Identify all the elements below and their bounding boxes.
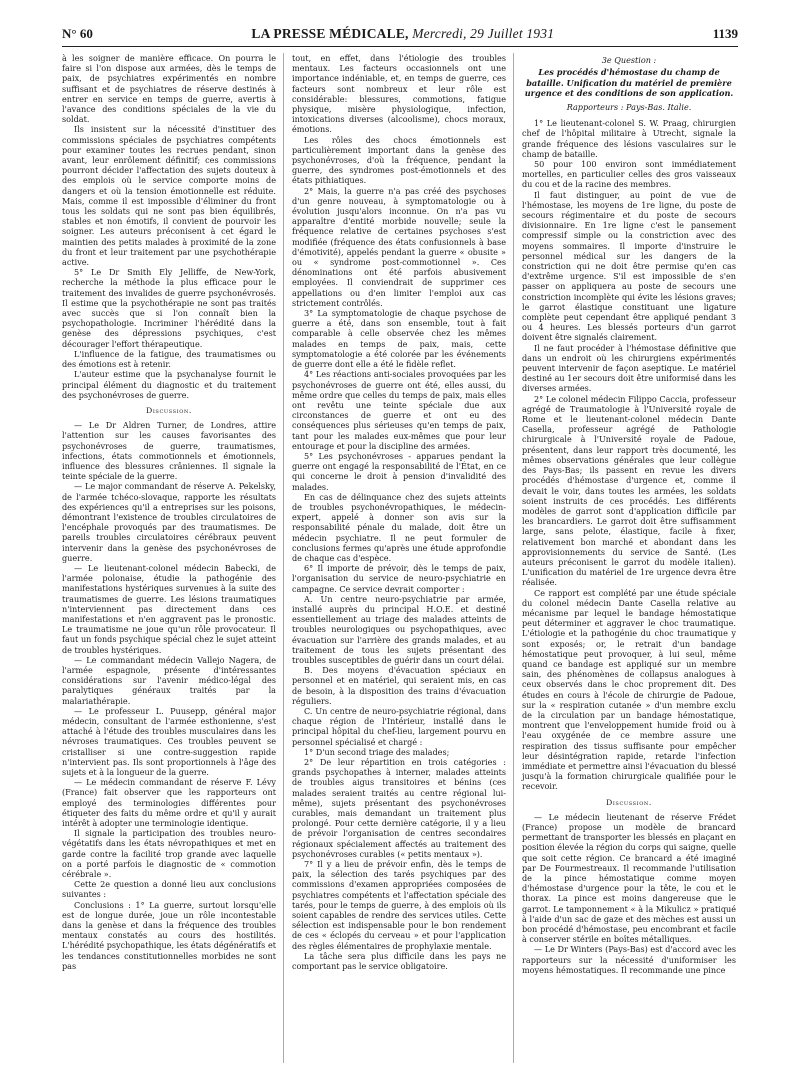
paragraph: La tâche sera plus difficile dans les pays ne comportant pas le service obligatoire.	[292, 950, 506, 972]
page-number: 1139	[712, 26, 738, 41]
paragraph: 7° Il y a lieu de prévoir enfin, dès le temps de paix, la sélection des tarés psychiques par des commissions d'examen appropriées composées de psychiatres compétents et l'affectation spéciale des tarés, pour le temps de guerre, à des emplois où ils soient capables de rendre des services utiles. Cette sélection est indispensable pour le bon rendement de ces « éclopés du cerveau » et pour l'application des règles élémentaires de prophylaxie mentale.	[292, 859, 506, 951]
paragraph: 1° D'un second triage des malades;	[304, 746, 450, 757]
paragraph: — Le professeur L. Puusepp, général major médecin, consultant de l'armée esthonienne, s'est attaché à l'étude des troubles musculaires dans les névroses traumatiques. Ces troubles peuvent se cristalliser si une contre-suggestion rapide n'intervient pas. Ils sont proportionnels à l'âge des sujets et à la longueur de la guerre.	[62, 705, 276, 778]
paragraph: 6° Il importe de prévoir, dès le temps de paix, l'organisation du service de neuro-psychiatrie en campagne. Ce service devrait comporter :	[292, 563, 506, 594]
column-divider-1	[283, 53, 284, 1063]
paragraph: Cette 2e question a donné lieu aux conclusions suivantes :	[62, 879, 276, 900]
paragraph: 5° Les psychonévroses - apparues pendant la guerre ont engagé la responsabilité de l'État, en ce qui concerne le droit à pension d'invalidité des malades.	[292, 450, 506, 492]
paragraph: — Le Dr Aldren Turner, de Londres, attire l'attention sur les causes favorisantes des psychonévroses de guerre, traumatismes, infections, états commotionnels et émotionnels, influence des blessures crâniennes. Il signale la teinte spéciale de la guerre.	[62, 420, 276, 482]
page-header	[62, 26, 738, 48]
question-title: Les procédés d'hémostase du champ de bataille. Unification du matériel de première urgence et des conditions de son application.	[524, 67, 734, 99]
paragraph: 3e Question :	[601, 55, 657, 65]
paragraph: 4° Les réactions anti-sociales provoquées par les psychonévroses de guerre ont été, elles aussi, du même ordre que celles du temps de paix, mais elles ont revêtu une teinte spéciale due aux circonstances de guerre et ont eu des conséquences plus sérieuses qu'en temps de paix, tant pour les malades eux-mêmes que pour leur entourage et pour la discipline des armées.	[292, 369, 506, 451]
paragraph: Il signale la participation des troubles neuro-végétatifs dans les états névropathiques et met en garde contre la facilité trop grande avec laquelle on a porté parfois le diagnostic de « commotion cérébrale ».	[62, 828, 276, 880]
journal-title: LA PRESSE MÉDICALE,	[251, 26, 409, 41]
paragraph: — Le Dr Winters (Pays-Bas) est d'accord avec les rapporteurs sur la nécessité d'uniformiser les moyens hémostatiques. Il recommande une pince	[522, 944, 736, 975]
paragraph: Il faut distinguer, au point de vue de l'hémostase, les moyens de 1re ligne, du poste de secours régimentaire et du poste de secours divisionnaire. En 1re ligne c'est le pansement compressif simple ou la constriction avec des moyens sommaires. Il importe d'instruire le personnel médical sur les dangers de la constriction qui ne doit être permise qu'en cas d'extrême urgence. S'il est impossible de s'en passer on appliquera au poste de secours une constriction incomplète qui évite les lésions graves; le garrot élastique constituant une ligature complète peut cependant être appliqué pendant 3 ou 4 heures. Les blessés porteurs d'un garrot doivent être signalés clairement.	[522, 189, 736, 343]
paragraph: B. Des moyens d'évacuation spéciaux en personnel et en matériel, qui seraient mis, en cas de besoin, à la disposition des trains d'évacuation réguliers.	[292, 665, 506, 706]
paragraph: En cas de délinquance chez des sujets atteints de troubles psychonévropathiques, le médecin-expert, appelé à donner son avis sur la responsabilité pénale du malade, doit être un médecin psychiatre. Il ne peut formuler de conclusions fermes qu'après une étude approfondie de chaque cas d'espèce.	[292, 491, 506, 563]
issue-number: N° 60	[62, 26, 93, 41]
paragraph: Rapporteurs : Pays-Bas. Italie.	[566, 101, 692, 112]
paragraph: tout, en effet, dans l'étiologie des troubles mentaux. Les facteurs occasionnels ont une importance indéniable, et, en temps de guerre, ces facteurs sont nombreux et leur rôle est considérable: blessures, commotions, fatigue physique, misère physiologique, infection, intoxications diverses (alcoolisme), chocs moraux, émotions.	[292, 53, 506, 135]
paragraph: Les rôles des chocs émotionnels est particulièrement important dans la genèse des psychonévroses, d'où la fréquence, pendant la guerre, des syndromes post-émotionnels et des états pithiatiques.	[292, 134, 506, 186]
paragraph: — Le major commandant de réserve A. Pekelsky, de l'armée tchéco-slovaque, rapporte les résultats des expériences qu'il a entreprises sur les poisons, démontrant l'existence de troubles circulatoires de l'encéphale provoqués par des traumatismes. De pareils troubles circulatoires cérébraux peuvent intervenir dans la genèse des psychonévroses de guerre.	[62, 481, 276, 563]
paragraph: 5° Le Dr Smith Ely Jelliffe, de New-York, recherche la méthode la plus efficace pour le traitement des invalides de guerre psychonévrosés. Il estime que la psychothérapie ne sont pas traités avec succès que si l'on connaît bien la psychopathologie. Incriminer l'hérédité dans la genèse des dépressions psychiques, c'est décourager l'effort thérapeutique.	[62, 267, 276, 349]
paragraph: — Le médecin commandant de réserve F. Lévy (France) fait observer que les rapporteurs ont employé des terminologies différentes pour étiqueter des faits du même ordre et qu'il y aurait intérêt à adopter une terminologie identique.	[62, 777, 276, 829]
paragraph: — Le commandant médecin Vallejo Nagera, de l'armée espagnole, présente d'intéressantes considérations sur l'avenir médico-légal des paralytiques généraux traités par la malariathérapie.	[62, 654, 276, 706]
paragraph: 2° Le colonel médecin Filippo Caccia, professeur agrégé de Traumatologie à l'Université royale de Rome et le lieutenant-colonel médecin Dante Casella, professeur agrégé de Pathologie chirurgicale à l'Université royale de Padoue, présentent, dans leur rapport très documenté, les mêmes observations générales que leur collègue des Pays-Bas; ils passent en revue les divers procédés d'hémostase d'urgence et, comme il devait le voir, dans toutes les armées, les soldats soient instruits de ces procédés. Les différents modèles de garrot sont d'application difficile par les brancardiers. Le garrot doit être suffisamment large, sans pelote, élastique, facile à fixer, relativement bon marché et abondant dans les approvisionnements du service de Santé. (Les auteurs préconisent le garrot du modèle italien). L'unification du matériel de 1re urgence devra être réalisée.	[522, 393, 736, 588]
paragraph: C. Un centre de neuro-psychiatrie régional, dans chaque région de l'Intérieur, installé dans le principal hôpital du chef-lieu, largement pourvu en personnel spécialisé et chargé :	[292, 706, 506, 747]
paragraph: Ils insistent sur la nécessité d'instituer des commissions spéciales de psychiatres compétents pour examiner toutes les recrues pendant, sinon avant, leur enrôlement définitif; ces commissions pourront décider l'affectation des sujets douteux à des emplois où le service comporte moins de dangers et où la tension émotionnelle est réduite. Mais, comme il est impossible d'éliminer du front tous les soldats qui ne sont pas bien équilibrés, stables et non émotifs, il convient de pourvoir les soigner. Les auteurs préconisent à cet égard le maintien des petits malades à proximité de la zone du front et leur traitement par une psychothérapie active.	[62, 124, 276, 268]
section-heading: Discussion.	[606, 797, 652, 807]
paragraph: — Le médecin lieutenant de réserve Frédet (France) propose un modèle de brancard permettant de transporter les blessés en plaçant en position élevée la région du corps qui saigne, quelle que soit cette région. Ce brancard a été imaginé par De Fourmestreaux. Il recommande l'utilisation de la pince hémostatique comme moyen d'hémostase d'urgence pour la tête, le cou et le thorax. La pince est moins dangereuse que le garrot. Le tamponnement « à la Mikulicz » pratiqué à l'aide d'un sac de gaze et des mèches est aussi un bon procédé d'hémostase, peu encombrant et facile à conserver stérile en boîtes métalliques.	[522, 811, 737, 945]
paragraph: à les soigner de manière efficace. On pourra le faire si l'on dispose aux armées, dès le temps de paix, de psychiatres expérimentés en nombre suffisant et de psychiatres de réserve destinés à entrer en service en temps de guerre, avertis à l'avance des conditions spéciales de la vie du soldat.	[62, 53, 276, 125]
paragraph: 2° Mais, la guerre n'a pas créé des psychoses d'un genre nouveau, à symptomatologie ou à évolution jusqu'alors inconnue. On n'a pas vu apparaître d'entité morbide nouvelle; seule la fréquence relative de certaines psychoses s'est modifiée (fréquence des états confusionnels à base d'émotivité), appelés pendant la guerre « obusite » ou « syndrome post-commotionnel ». Ces dénominations ont été parfois abusivement employées. Il conviendrait de supprimer ces appellations ou d'en limiter l'emploi aux cas strictement contrôlés.	[292, 185, 506, 308]
column-1	[62, 53, 276, 971]
paragraph: A. Un centre neuro-psychiatrie par armée, installé auprès du principal H.O.E. et destiné essentiellement au triage des malades atteints de troubles neurologiques ou psychopathiques, avec évacuation sur l'arrière des grands malades, et au traitement de tous les sujets présentant des troubles susceptibles de guérir dans un court délai.	[292, 593, 506, 665]
paragraph: 50 pour 100 environ sont immédiatement mortelles, en particulier celles des gros vaisseaux du cou et de la racine des membres.	[522, 159, 736, 190]
header-rule	[62, 46, 738, 47]
paragraph: Conclusions : 1° La guerre, surtout lorsqu'elle est de longue durée, joue un rôle incontestable dans la genèse et dans la fréquence des troubles mentaux constatés au cours des hostilités. L'hérédité psychopathique, les états dégénératifs et les tendances constitutionnelles morbides ne sont pas	[62, 899, 276, 971]
column-divider-2	[513, 53, 514, 1063]
section-heading: Discussion.	[146, 405, 192, 415]
journal-title-date	[251, 26, 554, 42]
paragraph: Il ne faut procéder à l'hémostase définitive que dans un endroit où les chirurgiens expérimentés peuvent intervenir de façon aseptique. Le matériel destiné au 1er secours doit être uniformisé dans les diverses armées.	[522, 342, 736, 394]
paragraph: L'influence de la fatigue, des traumatismes ou des émotions est à retenir.	[62, 348, 276, 370]
paragraph: Ce rapport est complété par une étude spéciale du colonel médecin Dante Casella relative au mécanisme par lequel le bandage hémostatique peut déterminer et aggraver le choc traumatique. L'étiologie et la pathogénie du choc traumatique y sont exposés; or, le retrait d'un bandage hémostatique peut provoquer, à lui seul, même quand ce bandage est appliqué sur un membre sain, des phénomènes de collapsus analogues à ceux observés dans le choc proprement dit. Des études en cours à l'école de chirurgie de Padoue, sur la « respiration cutanée » d'un membre exclu de la circulation par un bandage hémostatique, montrent que l'enveloppement humide froid ou à l'eau oxygénée de ce membre assure une respiration des tissus suffisante pour empêcher leur désintégration rapide, retarde l'infection immédiate et permettre ainsi l'évacuation du blessé jusqu'à la formation chirurgicale qualifiée pour le recevoir.	[522, 587, 736, 792]
column-3	[522, 53, 736, 975]
paragraph: 2° De leur répartition en trois catégories : grands psychopathes à interner, malades atteints de troubles aigus transitoires et bénins (ces malades seraient traités au centre régional lui-même), sujets présentant des psychonévroses curables, mais demandant un traitement plus prolongé. Pour cette dernière catégorie, il y a lieu de prévoir l'organisation de centres secondaires régionaux spécialement affectés au traitement des psychonévroses curables (« petits mentaux »).	[292, 757, 506, 859]
issue-date: Mercredi, 29 Juillet 1931	[412, 26, 555, 41]
column-2	[292, 53, 506, 971]
paragraph: 1° Le lieutenant-colonel S. W. Praag, chirurgien chef de l'hôpital militaire à Utrecht, signale la grande fréquence des lésions vasculaires sur le champ de bataille.	[522, 118, 736, 159]
paragraph: — Le lieutenant-colonel médecin Babecki, de l'armée polonaise, étudie la pathogénie des manifestations hystériques survenues à la suite des traumatismes de guerre. Les lésions traumatiques n'interviennent pas directement dans ces manifestations et n'en aggravent pas le pronostic. Le traumatisme ne joue qu'un rôle provocateur. Il faut un fonds psychique spécial chez le sujet atteint de troubles hystériques.	[62, 562, 276, 655]
paragraph: L'auteur estime que la psychanalyse fournit le principal élément du diagnostic et du traitement des psychonévroses de guerre.	[62, 369, 276, 400]
paragraph: 3° La symptomatologie de chaque psychose de guerre a été, dans son ensemble, tout à fait comparable à celle observée chez les mêmes malades en temps de paix, mais, cette symptomatologie a été colorée par les événements de guerre dont elle a été le fidèle reflet.	[292, 308, 506, 370]
